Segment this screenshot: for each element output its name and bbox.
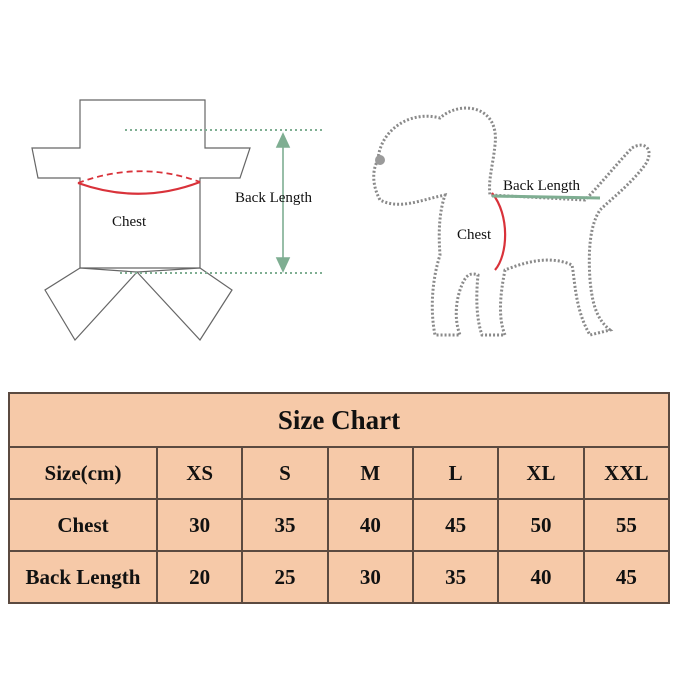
dog-eye-icon — [375, 155, 385, 165]
table-cell: 25 — [242, 551, 327, 603]
table-cell: 45 — [413, 499, 498, 551]
table-cell: 50 — [498, 499, 583, 551]
size-chart-title-row — [9, 393, 669, 447]
table-cell: 35 — [242, 499, 327, 551]
table-cell: 40 — [328, 499, 413, 551]
header-size-xxl: XXL — [584, 447, 669, 499]
dog-back-length-label: Back Length — [503, 178, 581, 194]
row-label-chest: Chest — [9, 499, 157, 551]
table-cell: 45 — [584, 551, 669, 603]
dog-chest-line — [492, 193, 505, 270]
size-chart-table — [8, 392, 670, 604]
dog-illustration — [374, 108, 649, 335]
shirt-back-length-label: Back Length — [235, 190, 313, 206]
dog-back-length-line — [492, 196, 600, 198]
table-cell: 30 — [157, 499, 242, 551]
header-size-s: S — [242, 447, 327, 499]
row-label-back-length: Back Length — [9, 551, 157, 603]
table-row — [9, 551, 669, 603]
header-size-xl: XL — [498, 447, 583, 499]
table-cell: 40 — [498, 551, 583, 603]
size-chart — [8, 392, 670, 604]
table-cell: 35 — [413, 551, 498, 603]
table-row — [9, 499, 669, 551]
header-size-unit: Size(cm) — [9, 447, 157, 499]
size-chart-title: Size Chart — [9, 393, 669, 447]
header-size-xs: XS — [157, 447, 242, 499]
table-cell: 30 — [328, 551, 413, 603]
table-cell: 20 — [157, 551, 242, 603]
shirt-chest-label: Chest — [112, 214, 147, 230]
dog-chest-label: Chest — [457, 227, 492, 243]
header-size-l: L — [413, 447, 498, 499]
table-cell: 55 — [584, 499, 669, 551]
size-chart-header-row — [9, 447, 669, 499]
header-size-m: M — [328, 447, 413, 499]
